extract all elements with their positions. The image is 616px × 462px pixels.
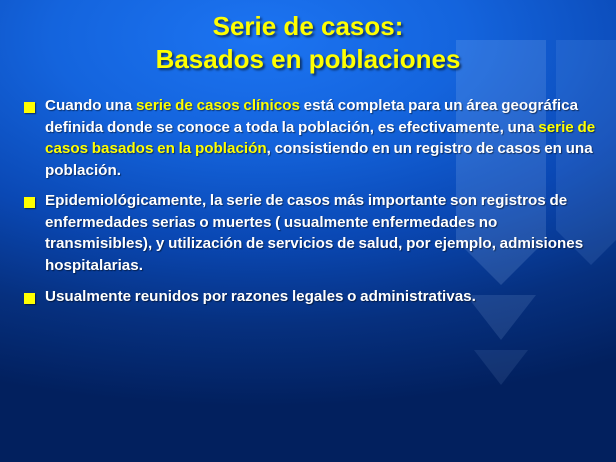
slide-title-line-2: Basados en poblaciones — [155, 44, 461, 75]
bullet-square-icon — [24, 102, 35, 113]
slide-body — [24, 95, 596, 316]
bullet-text — [45, 286, 596, 308]
slide-title-line-1: Serie de casos: — [212, 11, 404, 41]
bullet-text — [45, 95, 596, 181]
slide-title — [0, 10, 616, 77]
list-item — [24, 286, 596, 308]
bullet-square-icon — [24, 293, 35, 304]
list-item — [24, 190, 596, 276]
plain-phrase: está completa para un área geográfica definida donde se conoce a toda la población, es efectivamente, una — [45, 97, 579, 136]
plain-phrase: , consistiendo en un registro de casos en una población. — [45, 140, 593, 179]
highlighted-phrase: serie de casos basados en la población — [45, 118, 596, 158]
plain-phrase: Cuando una — [45, 97, 136, 114]
bullet-square-icon — [24, 197, 35, 208]
plain-phrase: Usualmente reunidos por razones legales o administrativas. — [45, 287, 476, 305]
highlighted-phrase: serie de casos clínicos — [135, 97, 300, 114]
list-item — [24, 95, 596, 181]
plain-phrase: Epidemiológicamente, la serie de casos más importante son registros de enfermedades serias o muertes ( usualmente enfermedades no transmisibles), y utilización de servicios de salud, por ejemplo, admisiones hospitalarias. — [45, 192, 584, 275]
bullet-text — [45, 190, 596, 276]
